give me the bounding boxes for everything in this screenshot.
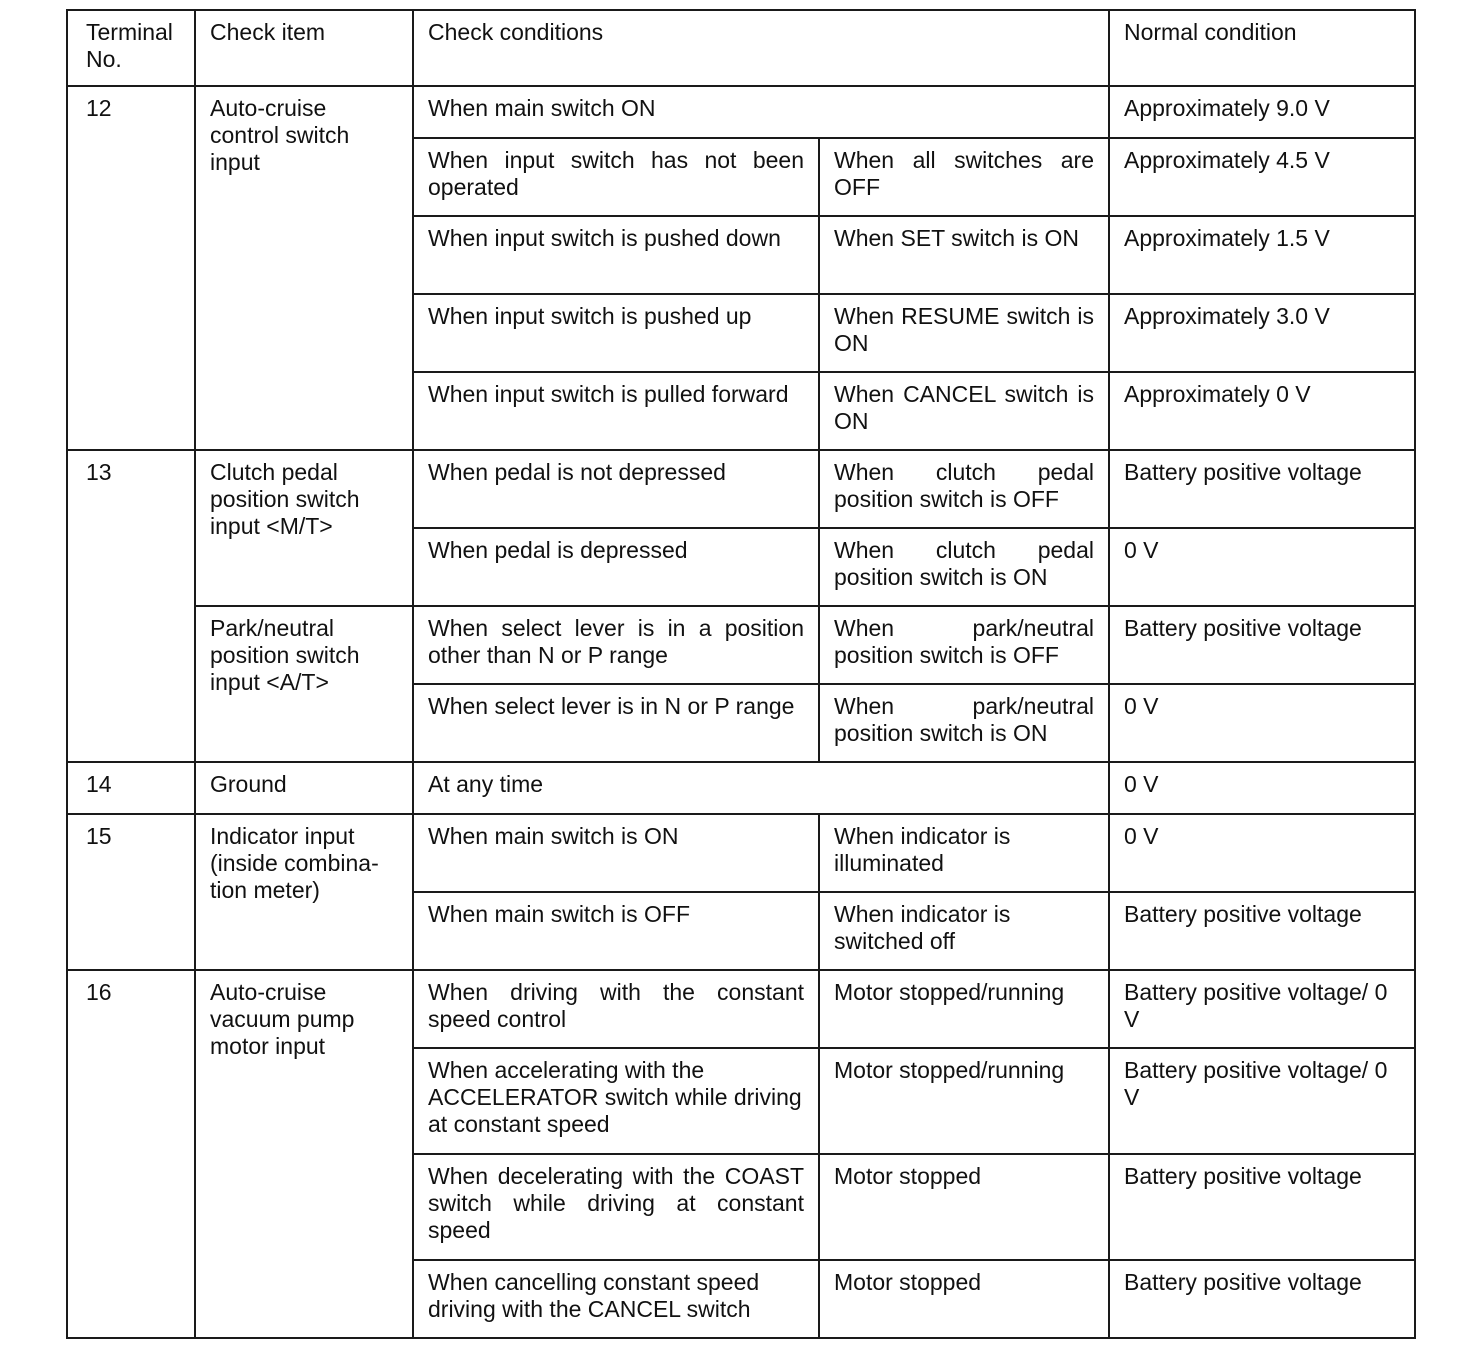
check-condition-cell: When input switch is pushed down [413,216,819,294]
check-item-cell: Auto-cruise vacuum pump motor input [195,970,413,1338]
check-condition-cell: At any time [413,762,1109,814]
check-table [66,9,1416,1339]
check-condition-cell: When decelerating with the COAST switch while driving at constant speed [413,1154,819,1260]
check-condition-cell: When main switch is ON [413,814,819,892]
terminal-no-cell: 15 [67,814,195,970]
check-condition-cell: When accelerating with the ACCELERATOR switch while driving at constant speed [413,1048,819,1154]
header-normal-condition: Normal condition [1109,10,1415,86]
check-item-cell: Indicator input (inside combina-tion meter) [195,814,413,970]
normal-condition-cell: Battery positive voltage/ 0 V [1109,970,1415,1048]
normal-condition-cell: Battery positive voltage [1109,606,1415,684]
normal-condition-cell: Approximately 4.5 V [1109,138,1415,216]
normal-condition-cell: 0 V [1109,684,1415,762]
check-condition-cell: When select lever is in N or P range [413,684,819,762]
check-condition-cell: When main switch ON [413,86,1109,138]
check-condition-cell: When main switch is OFF [413,892,819,970]
header-check-item: Check item [195,10,413,86]
sub-condition-cell: Motor stopped [819,1154,1109,1260]
sub-condition-cell: When indicator is illuminated [819,814,1109,892]
check-item-cell: Clutch pedal position switch input <M/T> [195,450,413,606]
sub-condition-cell: Motor stopped/running [819,1048,1109,1154]
normal-condition-cell: Approximately 1.5 V [1109,216,1415,294]
table-row [67,970,1415,1048]
check-condition-cell: When driving with the constant speed control [413,970,819,1048]
normal-condition-cell: Battery positive voltage/ 0 V [1109,1048,1415,1154]
sub-condition-cell: When park/neutral position switch is ON [819,684,1109,762]
sub-condition-cell: When park/neutral position switch is OFF [819,606,1109,684]
table-row [67,450,1415,528]
table-row [67,86,1415,138]
table-row [67,606,1415,684]
check-condition-cell: When input switch is pulled forward [413,372,819,450]
sub-condition-cell: Motor stopped/running [819,970,1109,1048]
check-condition-cell: When pedal is not depressed [413,450,819,528]
normal-condition-cell: Approximately 0 V [1109,372,1415,450]
table-row [67,814,1415,892]
header-terminal-no: Terminal No. [67,10,195,86]
terminal-no-cell: 13 [67,450,195,762]
header-row [67,10,1415,86]
header-check-conditions: Check conditions [413,10,1109,86]
check-item-cell: Park/neutral position switch input <A/T> [195,606,413,762]
sub-condition-cell: When RESUME switch is ON [819,294,1109,372]
normal-condition-cell: 0 V [1109,762,1415,814]
check-condition-cell: When pedal is depressed [413,528,819,606]
terminal-no-cell: 16 [67,970,195,1338]
check-condition-cell: When input switch is pushed up [413,294,819,372]
terminal-no-cell: 14 [67,762,195,814]
check-item-cell: Auto-cruise control switch input [195,86,413,450]
normal-condition-cell: Battery positive voltage [1109,1154,1415,1260]
sub-condition-cell: When indicator is switched off [819,892,1109,970]
check-condition-cell: When cancelling constant speed driving with the CANCEL switch [413,1260,819,1338]
normal-condition-cell: Approximately 3.0 V [1109,294,1415,372]
sub-condition-cell: Motor stopped [819,1260,1109,1338]
sub-condition-cell: When clutch pedal position switch is OFF [819,450,1109,528]
normal-condition-cell: Battery positive voltage [1109,450,1415,528]
sub-condition-cell: When all switches are OFF [819,138,1109,216]
sub-condition-cell: When CANCEL switch is ON [819,372,1109,450]
normal-condition-cell: Battery positive voltage [1109,892,1415,970]
table-row [67,762,1415,814]
sub-condition-cell: When clutch pedal position switch is ON [819,528,1109,606]
normal-condition-cell: Battery positive voltage [1109,1260,1415,1338]
check-condition-cell: When input switch has not been operated [413,138,819,216]
normal-condition-cell: 0 V [1109,814,1415,892]
normal-condition-cell: Approximately 9.0 V [1109,86,1415,138]
terminal-no-cell: 12 [67,86,195,450]
check-item-cell: Ground [195,762,413,814]
sub-condition-cell: When SET switch is ON [819,216,1109,294]
check-condition-cell: When select lever is in a position other than N or P range [413,606,819,684]
normal-condition-cell: 0 V [1109,528,1415,606]
